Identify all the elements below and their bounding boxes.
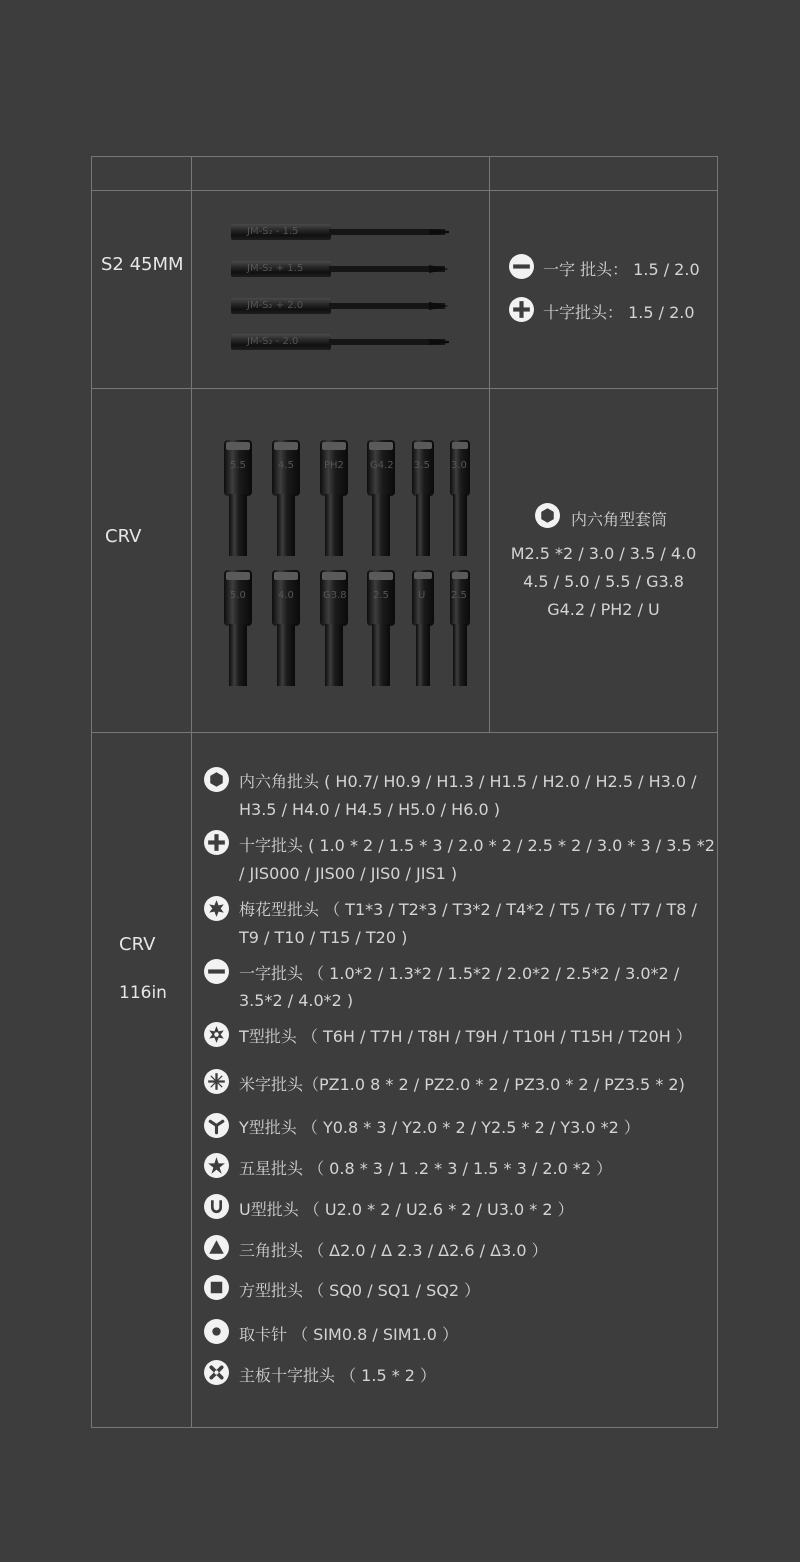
- bit-spec-line: 3.5*2 / 4.0*2 ): [239, 991, 354, 1010]
- piece-count: 116in: [119, 983, 167, 1003]
- bit-spec-line: U型批头 （ U2.0 * 2 / U2.6 * 2 / U3.0 * 2 ）: [239, 1200, 574, 1219]
- bit-spec-line: H3.5 / H4.0 / H4.5 / H5.0 / H6.0 ): [239, 800, 500, 819]
- socket-mark: 5.5: [230, 460, 246, 471]
- bit-spec-line: 米字批头（PZ1.0 8 * 2 / PZ2.0 * 2 / PZ3.0 * 2 / PZ3.5 * 2): [239, 1075, 685, 1094]
- socket-sizes: G4.2 / PH2 / U: [547, 600, 660, 619]
- bit-spec-line: 梅花型批头 （ T1*3 / T2*3 / T3*2 / T4*2 / T5 / T6 / T7 / T8 /: [239, 900, 697, 919]
- bit-mark: JM-S₂ + 2.0: [247, 300, 304, 311]
- hex-sockets-image: [219, 440, 475, 692]
- column-divider: [489, 156, 490, 733]
- row-divider: [91, 388, 718, 389]
- socket-sizes: M2.5 *2 / 3.0 / 3.5 / 4.0: [510, 544, 697, 563]
- socket-sizes: 4.5 / 5.0 / 5.5 / G3.8: [523, 572, 684, 591]
- socket: [222, 570, 254, 692]
- u-shape-icon: [204, 1194, 229, 1219]
- mainboard-cross-icon: [204, 1360, 229, 1385]
- bit-spec-line: 内六角批头 ( H0.7/ H0.9 / H1.3 / H1.5 / H2.0 / H2.5 / H3.0 /: [239, 772, 697, 791]
- torx-icon: [204, 896, 229, 921]
- pozidriv-icon: [204, 1069, 229, 1094]
- cross-icon: [509, 297, 534, 322]
- screwdriver-bits-image: [229, 220, 459, 360]
- row-divider: [91, 190, 718, 191]
- sim-pin-icon: [204, 1319, 229, 1344]
- bit-spec-line: T9 / T10 / T15 / T20 ): [239, 928, 408, 947]
- socket: [270, 570, 302, 692]
- tri-wing-y-icon: [204, 1113, 229, 1138]
- square-icon: [204, 1275, 229, 1300]
- bit-spec-line: 取卡针 （ SIM0.8 / SIM1.0 ）: [239, 1325, 459, 1344]
- row-divider: [91, 732, 718, 733]
- socket: [365, 570, 397, 692]
- cross-icon: [204, 830, 229, 855]
- bit-spec-line: 主板十字批头 （ 1.5 * 2 ）: [239, 1366, 437, 1385]
- socket-mark: G3.8: [323, 590, 347, 601]
- bit-spec-line: 五星批头 （ 0.8 * 3 / 1 .2 * 3 / 1.5 * 3 / 2.0 *2 ）: [239, 1159, 613, 1178]
- row-label: S2 45MM: [101, 254, 184, 275]
- bit-spec-line: 十字批头 ( 1.0 * 2 / 1.5 * 3 / 2.0 * 2 / 2.5 * 2 / 3.0 * 3 / 3.5 *2: [239, 836, 715, 855]
- hex-socket-icon: [535, 503, 560, 528]
- bit-mark: JM-S₂ - 2.0: [247, 336, 299, 347]
- bit-slotted-1.5: [229, 220, 449, 244]
- hex-icon: [204, 767, 229, 792]
- socket-mark: 2.5: [373, 590, 389, 601]
- socket-title: 内六角型套筒: [571, 510, 668, 529]
- socket-mark: 3.0: [451, 460, 467, 471]
- row-label: CRV: [105, 526, 142, 547]
- socket: [318, 440, 350, 562]
- socket: [447, 440, 473, 562]
- torx-security-icon: [204, 1022, 229, 1047]
- bit-cross-2.0: [229, 294, 449, 318]
- pentalobe-icon: [204, 1153, 229, 1178]
- socket: [365, 440, 397, 562]
- bit-slotted-2.0: [229, 330, 449, 354]
- socket-mark: 2.5: [451, 590, 467, 601]
- bit-spec-line: / JIS000 / JIS00 / JIS0 / JIS1 ): [239, 864, 458, 883]
- bit-spec-line: T型批头 （ T6H / T7H / T8H / T9H / T10H / T15H / T20H ）: [239, 1027, 692, 1046]
- column-divider: [191, 156, 192, 1428]
- socket-mark: 5.0: [230, 590, 246, 601]
- table-border-right: [717, 156, 718, 1428]
- socket-mark: U: [418, 590, 426, 601]
- table-border-bottom: [91, 1427, 718, 1428]
- socket: [447, 570, 473, 692]
- socket: [409, 570, 437, 692]
- socket-mark: PH2: [324, 460, 344, 471]
- table-border-left: [91, 156, 92, 1428]
- slotted-icon: [204, 959, 229, 984]
- bit-spec-line: Y型批头 （ Y0.8 * 3 / Y2.0 * 2 / Y2.5 * 2 / Y3.0 *2 ）: [239, 1118, 640, 1137]
- row-label: CRV: [119, 934, 156, 955]
- bit-mark: JM-S₂ + 1.5: [247, 263, 304, 274]
- socket: [270, 440, 302, 562]
- table-border-top: [91, 156, 718, 157]
- socket: [409, 440, 437, 562]
- triangle-icon: [204, 1235, 229, 1260]
- slotted-icon: [509, 254, 534, 279]
- bit-cross-1.5: [229, 257, 449, 281]
- bit-spec-line: 方型批头 （ SQ0 / SQ1 / SQ2 ）: [239, 1281, 481, 1300]
- socket-mark: 3.5: [414, 460, 430, 471]
- socket: [318, 570, 350, 692]
- socket-mark: 4.5: [278, 460, 294, 471]
- bit-mark: JM-S₂ - 1.5: [247, 226, 299, 237]
- spec-table: [91, 156, 718, 1428]
- socket-mark: 4.0: [278, 590, 294, 601]
- bit-spec-line: 三角批头 （ Δ2.0 / Δ 2.3 / Δ2.6 / Δ3.0 ）: [239, 1241, 548, 1260]
- socket: [222, 440, 254, 562]
- spec-text: 十字批头： 1.5 / 2.0: [543, 303, 695, 322]
- socket-mark: G4.2: [370, 460, 394, 471]
- bit-spec-line: 一字批头 （ 1.0*2 / 1.3*2 / 1.5*2 / 2.0*2 / 2.5*2 / 3.0*2 /: [239, 964, 680, 983]
- spec-text: 一字 批头： 1.5 / 2.0: [543, 260, 700, 279]
